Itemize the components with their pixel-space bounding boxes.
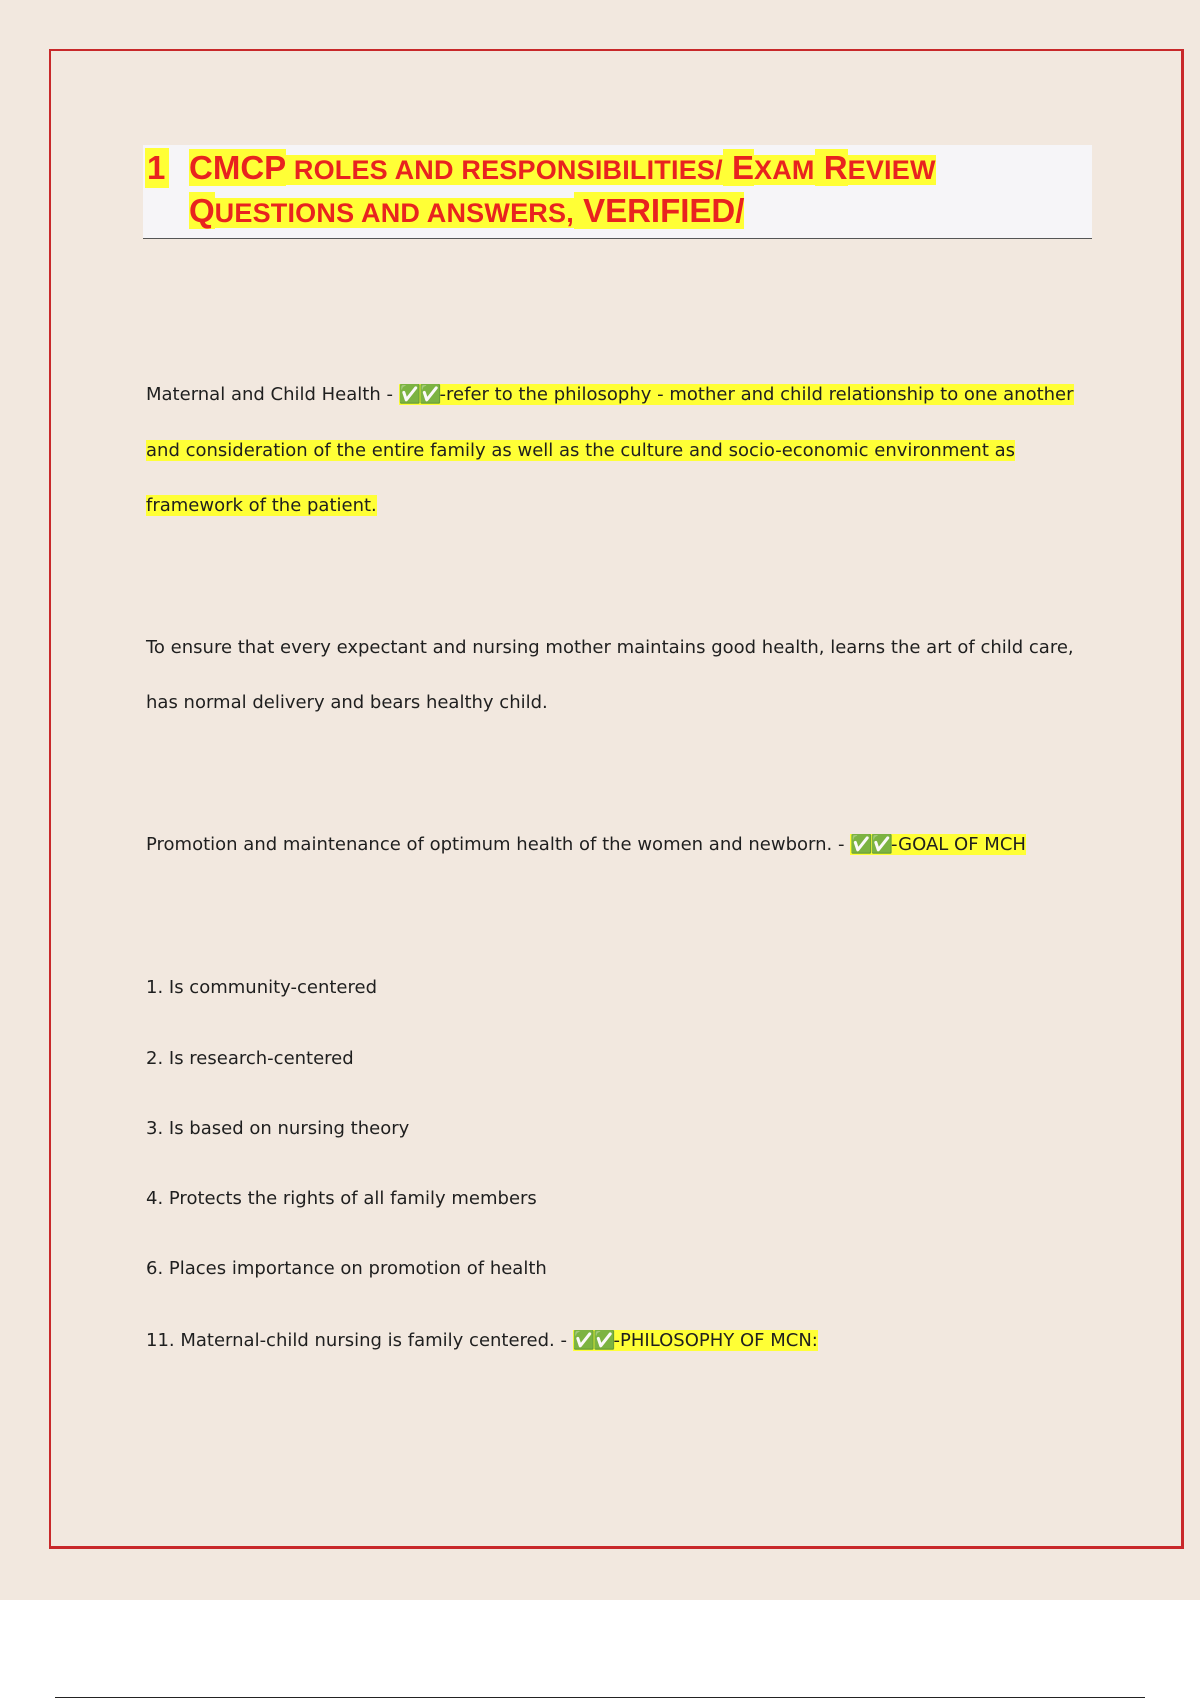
ensure-line-2: has normal delivery and bears healthy child.: [146, 692, 548, 713]
double-check-icon: ✅✅: [398, 384, 440, 405]
mch-answer-text: -refer to the philosophy - mother and child relationship to one another: [439, 384, 1074, 405]
heading-text: EVIEW: [847, 155, 936, 185]
footer-rule: [55, 1697, 1145, 1698]
double-check-icon: ✅✅: [572, 1330, 614, 1351]
heading-text: CMCP: [189, 149, 287, 186]
promotion-term: Promotion and maintenance of optimum health of the women and newborn. -: [146, 834, 851, 855]
heading-number: 1: [145, 148, 169, 188]
list-item: 1. Is community-centered: [146, 977, 378, 998]
heading-title-line-2: [189, 191, 744, 238]
heading-text: ROLES AND RESPONSIBILITIES/: [286, 155, 723, 185]
page-border-frame: [49, 49, 1184, 1549]
family-term: 11. Maternal-child nursing is family centered. -: [146, 1330, 573, 1351]
heading-text: XAM: [754, 155, 815, 185]
double-check-icon: ✅✅: [850, 834, 892, 855]
family-line: [146, 1328, 818, 1354]
promotion-answer: [850, 834, 1026, 855]
heading-text: UESTIONS AND ANSWERS,: [214, 198, 574, 228]
mch-term: Maternal and Child Health -: [146, 384, 399, 405]
promotion-answer-text: -GOAL OF MCH: [891, 834, 1026, 855]
heading-text: R: [814, 149, 848, 186]
ensure-line-1: To ensure that every expectant and nursing mother maintains good health, learns the art of child care,: [146, 637, 1074, 658]
list-item: 2. Is research-centered: [146, 1048, 354, 1069]
family-answer: [573, 1330, 818, 1351]
promotion-line: [146, 832, 1026, 858]
heading-text: E: [722, 149, 755, 186]
mch-answer-text: and consideration of the entire family as well as the culture and socio-economic environment as: [146, 440, 1016, 461]
family-answer-text: -PHILOSOPHY OF MCN:: [613, 1330, 818, 1351]
heading-text: Q: [189, 192, 215, 229]
list-item: 6. Places importance on promotion of health: [146, 1258, 547, 1279]
list-item: 4. Protects the rights of all family members: [146, 1188, 537, 1209]
mch-answer-text: framework of the patient.: [146, 495, 377, 516]
heading-title-line-1: [189, 148, 936, 195]
mch-answer: [399, 384, 1074, 405]
mch-line-3: [146, 493, 377, 519]
mch-line-2: [146, 438, 1015, 464]
mch-line-1: [146, 382, 1074, 408]
list-item: 3. Is based on nursing theory: [146, 1118, 410, 1139]
heading-text: VERIFIED/: [573, 192, 745, 229]
